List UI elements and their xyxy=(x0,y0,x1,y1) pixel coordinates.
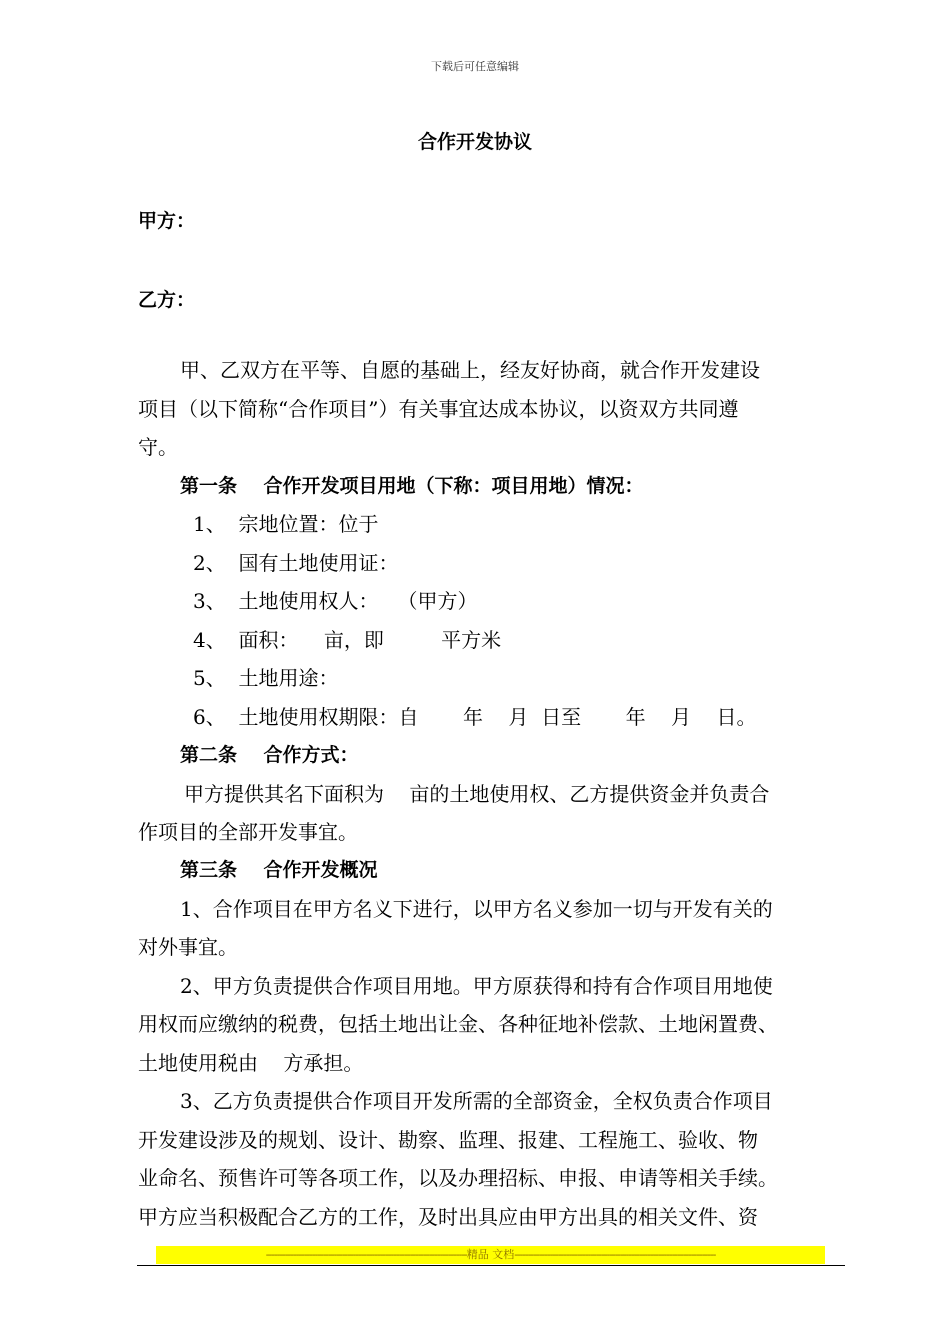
footer-banner xyxy=(156,1246,825,1264)
footer-rule xyxy=(137,1265,845,1266)
article1-heading: 第一条 合作开发项目用地（下称：项目用地）情况： xyxy=(180,475,644,497)
article1-item: 5、 土地用途： xyxy=(193,666,339,690)
intro-line: 守。 xyxy=(138,435,178,459)
party-a-label: 甲方： xyxy=(138,210,196,232)
article3-line: 对外事宜。 xyxy=(138,935,238,959)
article2-line: 甲方提供其名下面积为 亩的土地使用权、乙方提供资金并负责合 xyxy=(184,782,770,806)
intro-line: 甲、乙双方在平等、自愿的基础上，经友好协商，就合作开发建设 xyxy=(180,358,760,382)
footer-dashes-left: -------------------------------------------------------------------------- xyxy=(265,1248,467,1261)
article1-item: 2、 国有土地使用证： xyxy=(193,551,399,575)
article1-item: 6、 土地使用权期限：自 年 月 日至 年 月 日。 xyxy=(193,705,757,729)
article2-line: 作项目的全部开发事宜。 xyxy=(138,820,358,844)
footer-dashes-right: -------------------------------------------------------------------------- xyxy=(514,1248,716,1261)
article3-line: 2、甲方负责提供合作项目用地。甲方原获得和持有合作项目用地使 xyxy=(180,974,773,998)
article1-item: 4、 面积： 亩，即 平方米 xyxy=(193,628,502,652)
article3-line: 3、乙方负责提供合作项目开发所需的全部资金，全权负责合作项目 xyxy=(180,1089,773,1113)
article3-line: 甲方应当积极配合乙方的工作，及时出具应由甲方出具的相关文件、资 xyxy=(138,1205,758,1229)
article3-line: 用权而应缴纳的税费，包括土地出让金、各种征地补偿款、土地闲置费、 xyxy=(138,1012,778,1036)
article3-line: 1、合作项目在甲方名义下进行，以甲方名义参加一切与开发有关的 xyxy=(180,897,773,921)
article3-heading: 第三条 合作开发概况 xyxy=(180,859,378,881)
party-b-label: 乙方： xyxy=(138,289,196,311)
article2-heading: 第二条 合作方式： xyxy=(180,744,359,766)
footer-label: 精品 文档 xyxy=(466,1248,515,1261)
article3-line: 土地使用税由 方承担。 xyxy=(138,1051,364,1075)
article3-line: 业命名、预售许可等各项工作，以及办理招标、申报、申请等相关手续。 xyxy=(138,1166,778,1190)
article1-item: 1、 宗地位置：位于 xyxy=(193,512,379,536)
header-note: 下载后可任意编辑 xyxy=(431,60,519,73)
article3-line: 开发建设涉及的规划、设计、勘察、监理、报建、工程施工、验收、物 xyxy=(138,1128,758,1152)
intro-line: 项目（以下简称“合作项目”）有关事宜达成本协议，以资双方共同遵 xyxy=(138,397,739,421)
document-title: 合作开发协议 xyxy=(417,131,532,153)
article1-item: 3、 土地使用权人： （甲方） xyxy=(193,589,478,613)
